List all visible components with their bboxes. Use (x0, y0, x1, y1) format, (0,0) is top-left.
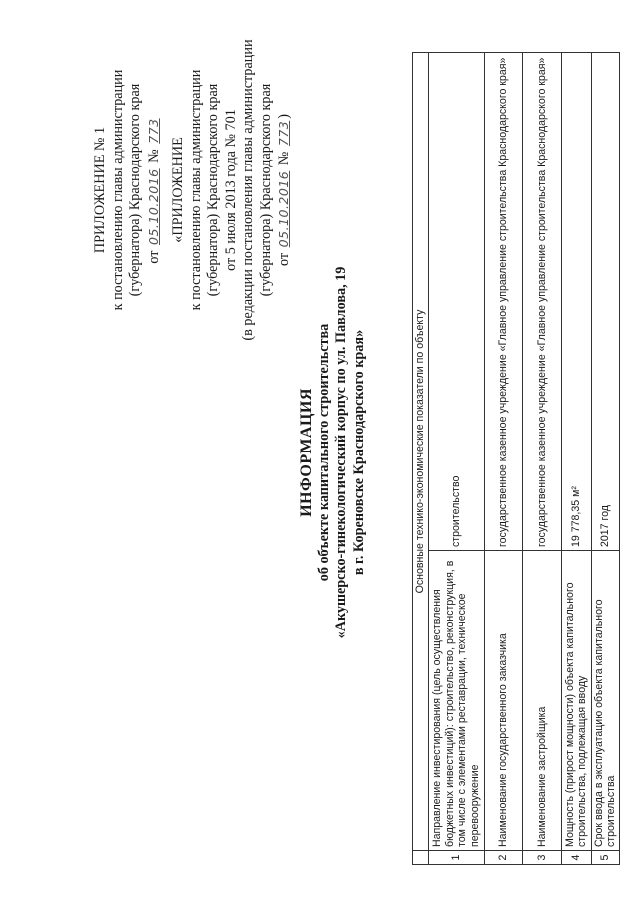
table-header: Основные технико-экономические показатели по объекту (413, 53, 429, 851)
row-number: 5 (591, 851, 619, 865)
appendix-2-line3: от 5 июля 2013 года № 701 (222, 109, 239, 271)
appendix-1-date-line (145, 40, 164, 340)
heading-line1: об объекте капитального строительства (315, 323, 332, 582)
table-row (523, 53, 561, 865)
row-number: 2 (485, 851, 523, 865)
row-label: Срок ввода в эксплуатацию объекта капитального строительства (591, 551, 619, 851)
row-number: 1 (428, 851, 484, 865)
appendix-1-title: ПРИЛОЖЕНИЕ № 1 (92, 126, 108, 254)
appendix-1-ot: от (145, 250, 162, 264)
appendix-2-line4: (в редакции постановления главы администрации (240, 39, 256, 341)
appendix-2-date-line (275, 25, 294, 355)
heading-line3: в г. Кореновске Краснодарского края» (350, 329, 367, 576)
row-number: 4 (561, 851, 591, 865)
row-value: государственное казенное учреждение «Главное управление строительства Краснодарского края» (523, 53, 561, 551)
appendix-2-number: 773 (276, 120, 291, 147)
table-row (591, 53, 619, 865)
appendix-1-line2: (губернатора) Краснодарского края (127, 83, 143, 297)
row-value: государственное казенное учреждение «Главное управление строительства Краснодарского края» (485, 53, 523, 551)
table-header-row (413, 53, 429, 865)
appendix-2-date: 05.10.2016 (276, 170, 291, 248)
appendix-1-line1: к постановлению главы администрации (109, 69, 126, 311)
row-value: 19 778,35 м² (561, 53, 591, 551)
row-label: Направление инвестирования (цель осуществления бюджетных инвестиций): строительство, реконструкция, в том числе с элементами реставрации, техническое перевооружение (428, 551, 484, 851)
row-label: Мощность (прирост мощности) объекта капитального строительства, подлежащая вводу (561, 551, 591, 851)
row-label: Наименование застройщика (523, 551, 561, 851)
document-heading (298, 0, 368, 905)
appendix-1-date: 05.10.2016 (145, 168, 161, 245)
row-value: строительство (428, 53, 484, 551)
table-row (561, 53, 591, 865)
row-label: Наименование государственного заказчика (485, 551, 523, 851)
appendix-1-no: № (145, 149, 162, 163)
appendix-2-ot: от (276, 252, 292, 266)
table-row (428, 53, 484, 865)
appendix-2-block (170, 25, 294, 355)
appendix-1-block (92, 40, 163, 340)
indicators-table (412, 52, 620, 865)
appendix-2-line1: к постановлению главы администрации (187, 69, 204, 311)
appendix-2-line2: (губернатора) Краснодарского края (205, 83, 221, 297)
appendix-2-no: № (276, 151, 292, 166)
appendix-1-number: 773 (145, 118, 161, 144)
row-value: 2017 год (591, 53, 619, 551)
appendix-2-line5: (губернатора) Краснодарского края (257, 83, 274, 297)
heading-line2: «Акушерско-гинекологический корпус по ул. Павлова, 19 (333, 266, 349, 639)
row-number: 3 (523, 851, 561, 865)
appendix-2-title: «ПРИЛОЖЕНИЕ (170, 137, 186, 243)
table-row (485, 53, 523, 865)
heading-title: ИНФОРМАЦИЯ (298, 388, 315, 517)
appendix-2-close: ) (276, 114, 292, 119)
